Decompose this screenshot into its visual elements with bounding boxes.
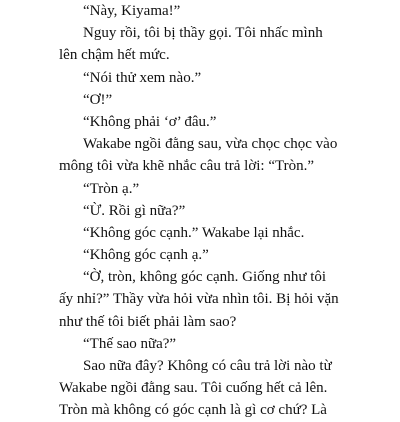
text-line: “Tròn ạ.” — [83, 180, 140, 197]
text-line: như thế tôi biết phải làm sao? — [59, 313, 237, 330]
text-line: Sao nữa đây? Không có câu trả lời nào từ — [83, 358, 332, 374]
text-line: “Không góc cạnh ạ.” — [83, 247, 209, 264]
text-line: mông tôi vừa khẽ nhắc câu trả lời: “Tròn.” — [59, 158, 315, 175]
text-line: Tròn mà không có góc cạnh là gì cơ chứ? Là — [59, 402, 327, 419]
text-line: “Ừ. Rồi gì nữa?” — [83, 202, 186, 219]
text-line: “Nói thử xem nào.” — [83, 69, 202, 86]
text-line: “Không phải ‘ơ’ đâu.” — [83, 113, 217, 130]
text-line: “Ơ!” — [83, 91, 113, 108]
text-line: lên chậm hết mức. — [59, 47, 170, 64]
text-line: Wakabe ngồi đằng sau, vừa chọc chọc vào — [83, 136, 338, 153]
text-line: Wakabe ngồi đằng sau. Tôi cuống hết cả lên. — [59, 380, 328, 397]
text-line: Nguy rồi, tôi bị thầy gọi. Tôi nhấc mình — [83, 25, 323, 42]
text-line: “Không góc cạnh.” Wakabe lại nhắc. — [83, 224, 305, 241]
text-line: “Ờ, tròn, không góc cạnh. Giống như tôi — [83, 269, 327, 286]
text-line: “Thế sao nữa?” — [83, 335, 177, 352]
text-line: ấy nhỉ?” Thầy vừa hỏi vừa nhìn tôi. Bị hỏi vặn — [59, 291, 339, 308]
body-text — [59, 0, 394, 422]
text-line: “Này, Kiyama!” — [83, 3, 181, 19]
